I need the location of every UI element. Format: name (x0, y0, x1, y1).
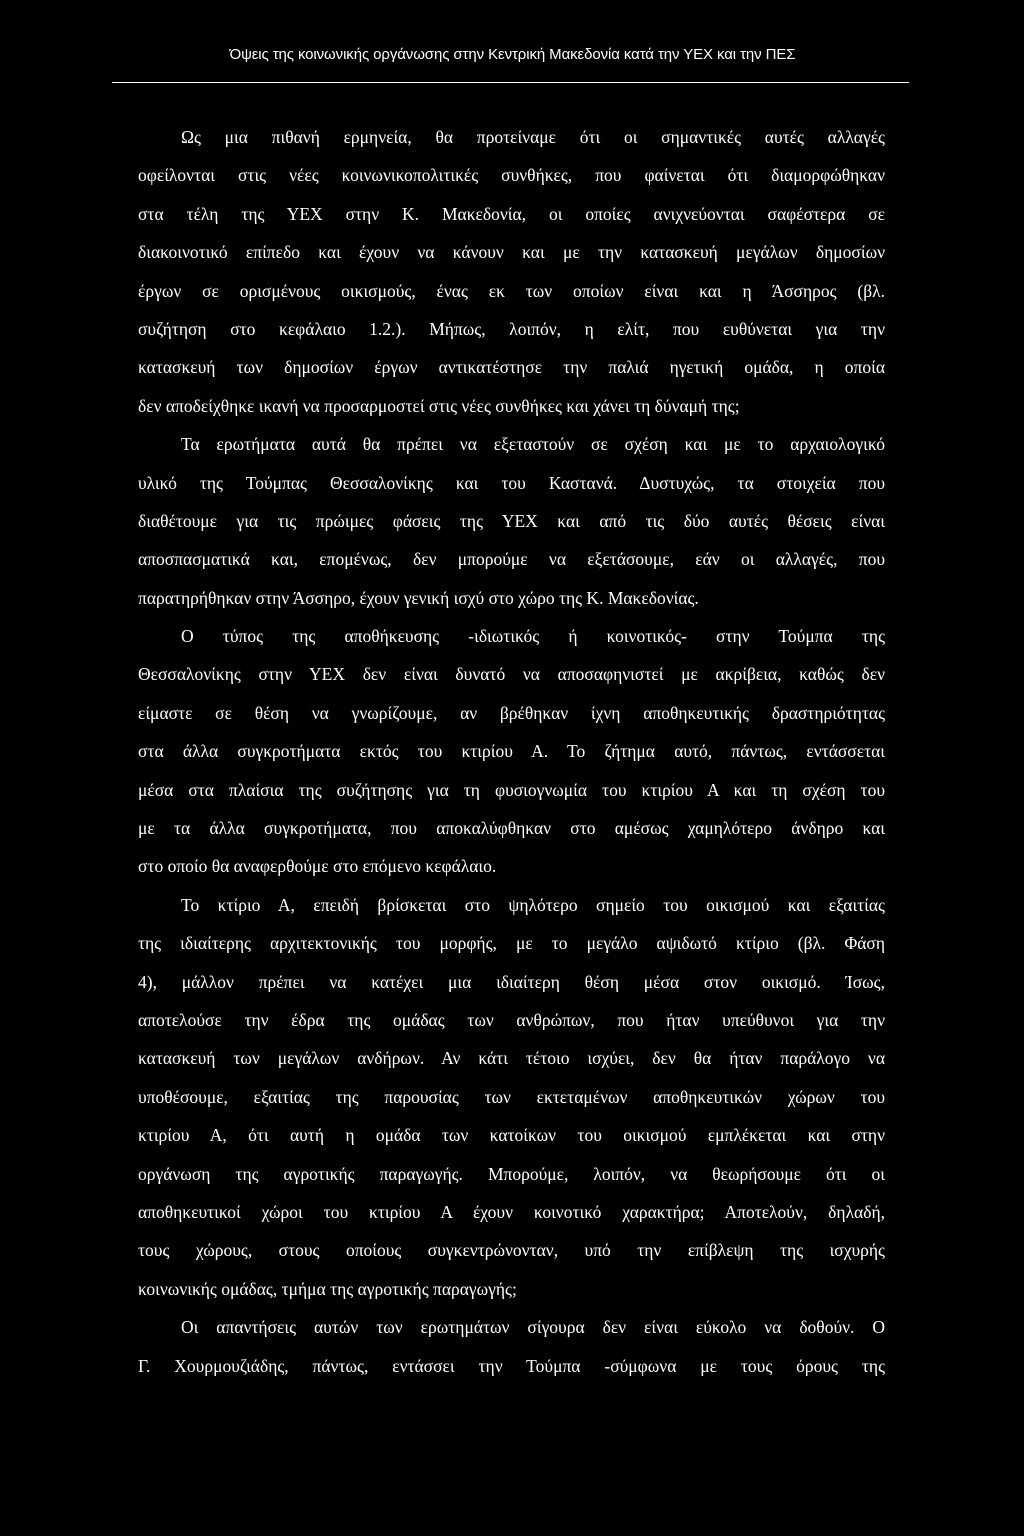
text-line: διαθέτουμε για τις πρώιμες φάσεις της ΥΕΧ και από τις δύο αυτές θέσεις είναι (138, 510, 885, 531)
text-line: δεν αποδείχθηκε ικανή να προσαρμοστεί στις νέες συνθήκες και χάνει τη δύναμή της; (138, 395, 740, 416)
paragraph (138, 617, 885, 886)
text-line: έργων σε ορισμένους οικισμούς, ένας εκ των οποίων είναι και η Άσσηρος (βλ. (138, 280, 885, 301)
text-line: κτιρίου Α, ότι αυτή η ομάδα των κατοίκων του οικισμού εμπλέκεται και στην (138, 1125, 885, 1146)
text-line: στα άλλα συγκροτήματα εκτός του κτιρίου Α. Το ζήτημα αυτό, πάντως, εντάσσεται (138, 741, 885, 762)
text-line: υποθέσουμε, εξαιτίας της παρουσίας των εκτεταμένων αποθηκευτικών χώρων του (138, 1086, 885, 1107)
text-line: διακοινοτικό επίπεδο και έχουν να κάνουν και με την κατασκευή μεγάλων δημοσίων (138, 242, 885, 263)
text-line: μέσα στα πλαίσια της συζήτησης για τη φυσιογνωμία του κτιρίου Α και τη σχέση του (138, 779, 885, 800)
paragraph (138, 118, 885, 425)
text-line: αποτελούσε την έδρα της ομάδας των ανθρώπων, που ήταν υπεύθυνοι για την (138, 1009, 885, 1030)
body-text (138, 118, 885, 1385)
text-line: παρατηρήθηκαν στην Άσσηρο, έχουν γενική ισχύ στο χώρο της Κ. Μακεδονίας. (138, 587, 699, 608)
text-line: τους χώρους, στους οποίους συγκεντρώνονταν, υπό την επίβλεψη της ισχυρής (138, 1240, 885, 1261)
text-line: κατασκευή των δημοσίων έργων αντικατέστησε την παλιά ηγετική ομάδα, η οποία (138, 357, 885, 378)
text-line: κοινωνικής ομάδας, τμήμα της αγροτικής παραγωγής; (138, 1278, 517, 1299)
running-header: Όψεις της κοινωνικής οργάνωσης στην Κεντρική Μακεδονία κατά την ΥΕΧ και την ΠΕΣ (229, 46, 796, 63)
text-line: Θεσσαλονίκης στην ΥΕΧ δεν είναι δυνατό να αποσαφηνιστεί με ακρίβεια, καθώς δεν (138, 664, 885, 685)
text-line: Γ. Χουρμουζιάδης, πάντως, εντάσσει την Τούμπα -σύμφωνα με τους όρους της (138, 1355, 885, 1376)
text-line: υλικό της Τούμπας Θεσσαλονίκης και του Καστανά. Δυστυχώς, τα στοιχεία που (138, 472, 885, 493)
text-line: στα τέλη της ΥΕΧ στην Κ. Μακεδονία, οι οποίες ανιχνεύονται σαφέστερα σε (138, 203, 885, 224)
text-line: είμαστε σε θέση να γνωρίζουμε, αν βρέθηκαν ίχνη αποθηκευτικής δραστηριότητας (138, 702, 885, 723)
paragraph (138, 425, 885, 617)
text-line: στο οποίο θα αναφερθούμε στο επόμενο κεφάλαιο. (138, 856, 497, 877)
text-line: συζήτηση στο κεφάλαιο 1.2.). Μήπως, λοιπόν, η ελίτ, που ευθύνεται για την (138, 318, 885, 339)
paragraph (138, 1308, 885, 1385)
text-line: Ο τύπος της αποθήκευσης -ιδιωτικός ή κοινοτικός- στην Τούμπα της (181, 626, 885, 647)
text-line: αποσπασματικά και, επομένως, δεν μπορούμε να εξετάσουμε, εάν οι αλλαγές, που (138, 549, 885, 570)
text-line: αποθηκευτικοί χώροι του κτιρίου Α έχουν κοινοτικό χαρακτήρα; Αποτελούν, δηλαδή, (138, 1201, 885, 1222)
text-line: οργάνωση της αγροτικής παραγωγής. Μπορούμε, λοιπόν, να θεωρήσουμε ότι οι (138, 1163, 885, 1184)
text-line: οφείλονται στις νέες κοινωνικοπολιτικές συνθήκες, που φαίνεται ότι διαμορφώθηκαν (138, 165, 885, 186)
header-rule (112, 82, 909, 83)
text-line: της ιδιαίτερης αρχιτεκτονικής του μορφής, με το μεγάλο αψιδωτό κτίριο (βλ. Φάση (138, 933, 885, 954)
text-line: 4), μάλλον πρέπει να κατέχει μια ιδιαίτερη θέση μέσα στον οικισμό. Ίσως, (138, 971, 885, 992)
text-line: Τα ερωτήματα αυτά θα πρέπει να εξεταστούν σε σχέση και με το αρχαιολογικό (181, 434, 885, 455)
text-line: Οι απαντήσεις αυτών των ερωτημάτων σίγουρα δεν είναι εύκολο να δοθούν. Ο (181, 1317, 885, 1338)
text-line: Ως μια πιθανή ερμηνεία, θα προτείναμε ότι οι σημαντικές αυτές αλλαγές (181, 127, 885, 147)
text-line: με τα άλλα συγκροτήματα, που αποκαλύφθηκαν στο αμέσως χαμηλότερο άνδηρο και (138, 818, 885, 839)
text-line: κατασκευή των μεγάλων ανδήρων. Αν κάτι τέτοιο ισχύει, δεν θα ήταν παράλογο να (138, 1048, 885, 1069)
paragraph (138, 886, 885, 1308)
text-line: Το κτίριο Α, επειδή βρίσκεται στο ψηλότερο σημείο του οικισμού και εξαιτίας (181, 894, 885, 915)
